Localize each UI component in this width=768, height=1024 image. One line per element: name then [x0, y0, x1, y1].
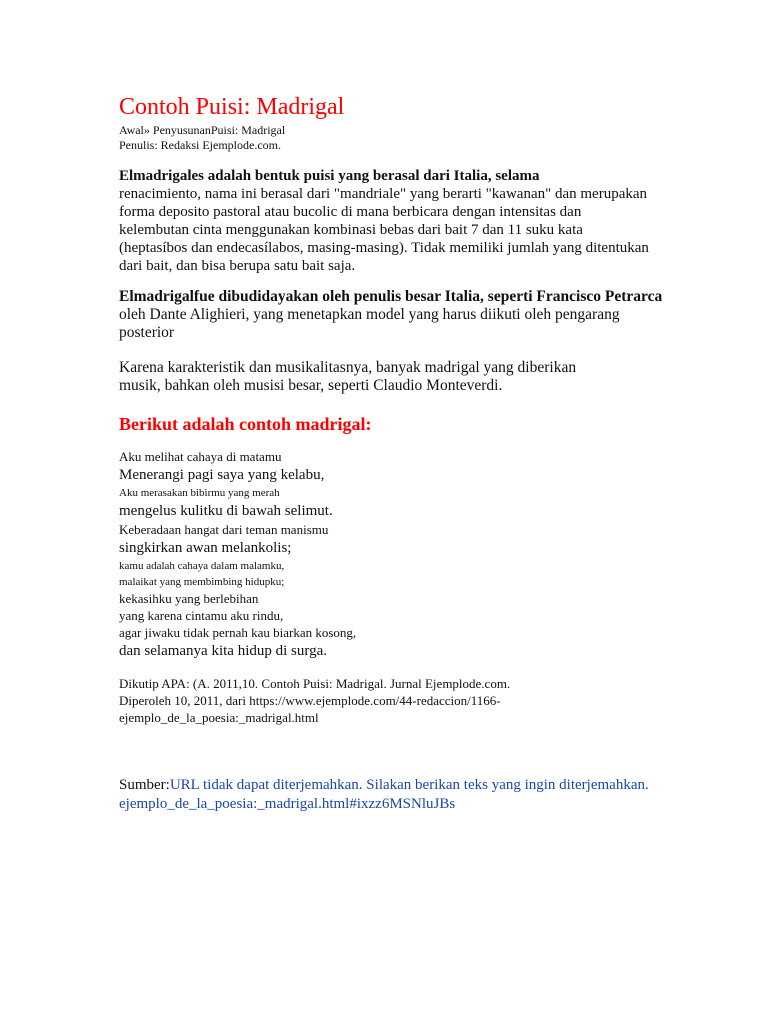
source-link-url[interactable]: ejemplo_de_la_poesia:_madrigal.html#ixzz6MSNluJBs — [119, 796, 456, 812]
poem-line: Aku merasakan bibirmu yang merah — [119, 487, 280, 499]
poem-line: kamu adalah cahaya dalam malamku, — [119, 560, 285, 572]
citation-line: Diperoleh 10, 2011, dari https://www.ejemplode.com/44-redaccion/1166- — [119, 693, 501, 708]
document-page — [119, 92, 749, 814]
apa-citation — [119, 675, 749, 726]
history-lead: Elmadrigalfue dibudidayakan oleh penulis besar Italia, seperti Francisco Petrarca — [119, 288, 663, 305]
example-heading: Berikut adalah contoh madrigal: — [119, 414, 372, 434]
history-paragraph — [119, 288, 749, 342]
intro-line: renacimiento, nama ini berasal dari "mandriale" yang berarti "kawanan" dan merupakan — [119, 186, 648, 202]
poem-line: Menerangi pagi saya yang kelabu, — [119, 467, 325, 483]
intro-paragraph — [119, 167, 749, 275]
poem-line: kekasihku yang berlebihan — [119, 591, 259, 606]
history-line: oleh Dante Alighieri, yang menetapkan model yang harus diikuti oleh pengarang — [119, 306, 620, 323]
intro-line: dari bait, dan bisa berupa satu bait saja. — [119, 258, 356, 274]
intro-line: forma deposito pastoral atau bucolic di mana berbicara dengan intensitas dan — [119, 204, 582, 220]
intro-lead: Elmadrigales adalah bentuk puisi yang berasal dari Italia, selama — [119, 168, 540, 184]
poem-line: dan selamanya kita hidup di surga. — [119, 643, 328, 659]
history-line: posterior — [119, 324, 175, 341]
poem-line: Keberadaan hangat dari teman manismu — [119, 522, 329, 537]
music-line: Karena karakteristik dan musikalitasnya, banyak madrigal yang diberikan — [119, 359, 577, 376]
poem-line: singkirkan awan melankolis; — [119, 540, 292, 556]
poem-line: malaikat yang membimbing hidupku; — [119, 576, 285, 588]
source-label: Sumber: — [119, 777, 170, 793]
citation-line: Dikutip APA: (A. 2011,10. Contoh Puisi: Madrigal. Jurnal Ejemplode.com. — [119, 676, 511, 691]
music-line: musik, bahkan oleh musisi besar, seperti Claudio Monteverdi. — [119, 377, 503, 394]
poem-line: yang karena cintamu aku rindu, — [119, 608, 284, 623]
music-paragraph — [119, 359, 749, 395]
source-link-line[interactable]: URL tidak dapat diterjemahkan. Silakan berikan teks yang ingin diterjemahkan. — [169, 777, 649, 793]
poem-line: agar jiwaku tidak pernah kau biarkan kosong, — [119, 625, 357, 640]
source-block — [119, 776, 749, 814]
author-line: Penulis: Redaksi Ejemplode.com. — [119, 138, 281, 152]
citation-line: ejemplo_de_la_poesia:_madrigal.html — [119, 710, 319, 725]
poem — [119, 448, 749, 661]
intro-line: kelembutan cinta menggunakan kombinasi bebas dari bait 7 dan 11 suku kata — [119, 222, 583, 238]
breadcrumb: Awal» PenyusunanPuisi: Madrigal — [119, 123, 286, 137]
page-title: Contoh Puisi: Madrigal — [119, 94, 345, 120]
intro-line: (heptasíbos dan endecasílabos, masing-masing). Tidak memiliki jumlah yang ditentukan — [119, 240, 649, 256]
poem-line: Aku melihat cahaya di matamu — [119, 449, 282, 464]
document-meta — [119, 123, 749, 153]
poem-line: mengelus kulitku di bawah selimut. — [119, 503, 333, 519]
